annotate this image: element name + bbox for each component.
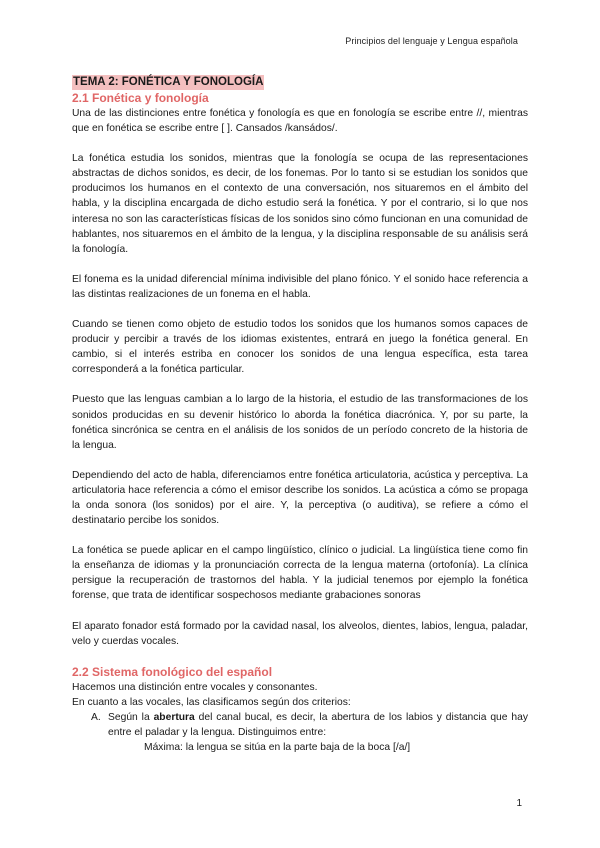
paragraph: La fonética estudia los sonidos, mientras que la fonología se ocupa de las representaciones abstractas de dichos sonidos, es decir, de los fonemas. Por lo tanto si se estudian los sonidos que producimos los humanos en el contexto de una conversación, nos situaremos en el ámbito del habla, y la disciplina encargada de dicho estudio será la fonética. Y por el contrario, si lo que nos interesa no son las características físicas de los sonidos sino cómo funcionan en una comunidad de hablantes, nos situaremos en el ámbito de la lengua, y la disciplina responsable de su análisis será la fonología.	[72, 153, 528, 255]
paragraph: La fonética se puede aplicar en el campo lingüístico, clínico o judicial. La lingüística tiene como fin la enseñanza de idiomas y la pronunciación correcta de la lengua materna (ortofonía). La clínica persigue la recuperación de trastornos del habla. Y la judicial tenemos por ejemplo la fonética forense, que trata de identificar sospechosos mediante grabaciones sonoras	[72, 545, 528, 602]
paragraph: Dependiendo del acto de habla, diferenciamos entre fonética articulatoria, acústica y perceptiva. La articulatoria hace referencia a cómo el emisor describe los sonidos. La acústica a cómo se propaga la onda sonora (los sonidos) por el aire. Y, la perceptiva (o auditiva), se refiere a cómo el destinatario percibe los sonidos.	[72, 469, 528, 527]
list-text-before: Según la	[108, 711, 154, 723]
section-heading-sistema: 2.2 Sistema fonológico del español	[72, 664, 273, 679]
maxima-line: Máxima: la lengua se sitúa en la parte baja de la boca [/a/]	[144, 742, 411, 754]
paragraph: El aparato fonador está formado por la cavidad nasal, los alveolos, dientes, labios, lengua, paladar, velo y cuerdas vocales.	[72, 620, 528, 647]
paragraph: Una de las distinciones entre fonética y fonología es que en fonología se escribe entre //, mientras que en fonética se escribe entre [ ]. Cansados /kansádos/.	[72, 108, 528, 135]
list-text-after: del canal bucal, es decir, la abertura de los labios y distancia que hay entre el paladar y la lengua. Distinguimos entre:	[108, 711, 529, 738]
paragraph: Cuando se tienen como objeto de estudio todos los sonidos que los humanos somos capaces de producir y percibir a través de los idiomas existentes, entrará en juego la fonética general. En cambio, si el interés estriba en conocer los sonidos de una lengua específica, esta tarea corresponderá a la fonética particular.	[72, 319, 528, 376]
page-number: 1	[516, 798, 522, 809]
document-body	[72, 72, 528, 755]
list-bold-term: abertura	[153, 711, 195, 723]
paragraph: Puesto que las lenguas cambian a lo largo de la historia, el estudio de las transformaciones de los sonidos producidas en su devenir histórico lo aborda la fonética diacrónica. Y, por su parte, la fonética sincrónica se centra en el análisis de los sonidos de un período concreto de la historia de la lengua.	[72, 394, 528, 451]
paragraph: El fonema es la unidad diferencial mínima indivisible del plano fónico. Y el sonido hace referencia a las distintas realizaciones de un fonema en el habla.	[72, 273, 528, 300]
list-item-a	[91, 710, 528, 740]
list-item-text	[108, 710, 528, 740]
list-marker: A.	[91, 711, 101, 723]
section-heading-fonetica: 2.1 Fonética y fonología	[72, 91, 209, 105]
intro-line: En cuanto a las vocales, las clasificamos según dos criterios:	[72, 696, 351, 708]
running-header: Principios del lenguaje y Lengua española	[345, 36, 518, 46]
document-title: TEMA 2: FONÉTICA Y FONOLOGÍA	[73, 76, 264, 88]
intro-line: Hacemos una distinción entre vocales y consonantes.	[72, 681, 318, 693]
